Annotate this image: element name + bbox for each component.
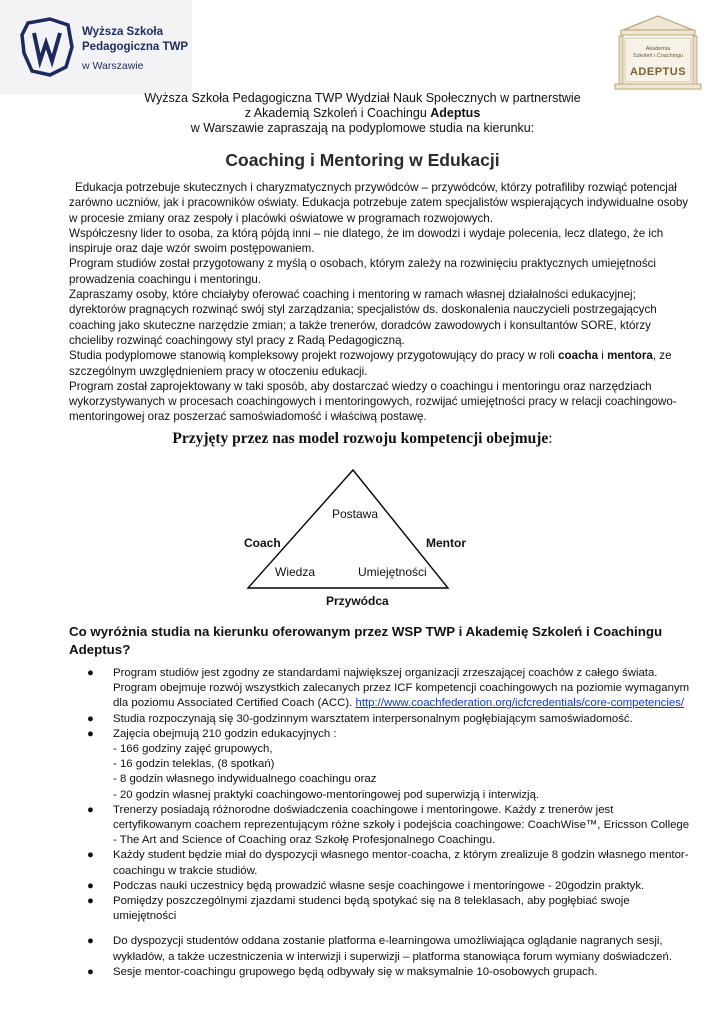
bullet-icon: ● (87, 965, 94, 978)
intro-p1: Edukacja potrzebuje skutecznych i charyzmatycznych przywódców – przywódców, którzy potrafiliby rozwiąć potencjał zarówno uczniów, jak i pracowników oświaty. Edukacja potrzebuje zatem specjalistów wspierających indywidualne osoby w procesie zmiany oraz zespoły i placówki oświatowe w programach rozwojowych. (69, 181, 689, 225)
header-line2-bold: Adeptus (430, 106, 481, 120)
wsp-twp-logo (0, 0, 192, 95)
label-postawa: Postawa (332, 507, 379, 521)
logo-left-line1: Wyższa Szkoła (82, 26, 163, 38)
label-coach: Coach (244, 536, 281, 550)
header-line1: Wyższa Szkoła Pedagogiczna TWP Wydział Nauk Społecznych w partnerstwie (144, 91, 581, 105)
label-przywodca: Przywódca (326, 594, 389, 608)
intro-text (69, 180, 689, 425)
bullet-3-head: Zajęcia obejmują 210 godzin edukacyjnych : (113, 727, 337, 740)
list-item (85, 803, 695, 849)
intro-p4: Zapraszamy osoby, które chciałyby oferować coaching i mentoring w ramach własnej działalności edukacyjnej; dyrektorów pragnących rozwinąć swój styl zarządzania; specjalistów ds. doskonalenia nauczycieli postrzegających coaching jako skuteczne narzędzie zmian; a także trenerów, doradców zawodowych i konsultantów SORE, którzy chcieliby rozwinąć coachingowy styl pracy z Radą Pedagogiczną. (69, 288, 657, 347)
bullet-icon: ● (87, 935, 94, 948)
intro-p3: Program studiów został przygotowany z myślą o osobach, którym zależy na rozwinięciu praktycznych umiejętności prowadzenia coachingu i mentoringu. (69, 257, 657, 286)
intro-paragraph (69, 180, 689, 226)
bullet-3-line3: - 8 godzin własnego indywidualnego coachingu oraz (113, 773, 377, 786)
bullet-8-text: Do dyspozycji studentów oddana zostanie platforma e-learningowa umożliwiająca oglądanie nagranych sesji, wykładów, a także uczestniczenia w interwizji i superwizji – platforma stanowiąca forum wymiany doświadczeń. (113, 935, 673, 963)
label-mentor: Mentor (426, 536, 466, 550)
bullet-icon: ● (87, 803, 94, 816)
intro-p5-e: , ze szczególnym uwzględnieniem pracy w otoczeniu edukacji. (69, 349, 672, 378)
bullet-3-line1: - 166 godziny zajęć grupowych, (113, 743, 273, 756)
bullet-icon: ● (87, 849, 94, 862)
intro-p2: Współczesny lider to osoba, za którą pójdą inni – nie dlatego, że im dowodzi i wydaje polecenia, lecz dlatego, że ich inspiruje oraz daje wzór swoim postępowaniem. (69, 226, 664, 256)
bullet-3-line4: - 20 godzin własnej praktyki coachingowo-mentoringowej pod superwizją i interwizją. (113, 788, 540, 801)
header-line2 (0, 106, 725, 121)
list-item (85, 727, 695, 803)
features-list (85, 666, 695, 980)
bullet-icon: ● (87, 727, 94, 740)
bullet-icon: ● (87, 879, 94, 892)
adeptus-logo (613, 14, 703, 90)
list-item (85, 894, 695, 924)
label-wiedza: Wiedza (275, 565, 316, 579)
bullet-icon: ● (87, 712, 94, 725)
intro-p5-coacha: coacha (558, 349, 599, 363)
header-line3: w Warszawie zapraszają na podyplomowe studia na kierunku: (190, 121, 535, 135)
list-item (85, 712, 695, 727)
logo-left-line2: Pedagogiczna TWP (82, 41, 189, 53)
logo-left-line3: w Warszawie (82, 60, 144, 72)
bullet-5-text: Każdy student będzie miał do dyspozycji własnego mentor-coacha, z którym zrealizuje 8 godzin własnego mentor-coachingu w trakcie studiów. (113, 849, 689, 877)
intro-p6: Program został zaprojektowany w taki sposób, aby dostarczać wiedzy o coachingu i mentoringu oraz narzędziach wykorzystywanych w procesach coachingowych i mentoringowych, rozwijać umiejętności pracy w relacji coachingowo-mentoringowej oraz poszerzać samoświadomość i właściwą postawę. (69, 379, 677, 424)
icf-competencies-link[interactable]: http://www.coachfederation.org/icfcredentials/core-competencies/ (355, 697, 685, 710)
intro-p5-c: i (598, 349, 608, 363)
section-heading: Co wyróżnia studia na kierunku oferowanym przez WSP TWP i Akademię Szkoleń i Coachingu Adeptus? (69, 624, 663, 657)
header-line2-text: z Akademią Szkoleń i Coachingu (244, 106, 431, 120)
bullet-icon: ● (87, 667, 94, 679)
temple-icon (613, 14, 703, 90)
bullet-3-line2: - 16 godzin teleklas, (8 spotkań) (113, 758, 275, 771)
logo-right-line1: Akademia (645, 46, 671, 52)
bullet-2-text: Studia rozpoczynają się 30-godzinnym warsztatem interpersonalnym pogłębiającym samoświadomość. (113, 712, 633, 725)
bullet-1-text: Program studiów jest zgodny ze standardami największej organizacji zrzeszającej coachów z całego świata. Program obejmuje rozwój wszystkich zalecanych przez ICF kompetencji coachingowych na poziomie wymaganym dla poziomu Associated Certified Coach (ACC). (113, 667, 690, 710)
list-item (85, 666, 695, 712)
poland-map-icon (20, 17, 75, 79)
model-heading-colon: : (548, 430, 553, 447)
label-umiejetnosci: Umiejętności (358, 565, 427, 579)
list-item (85, 848, 695, 878)
intro-p5-a: Studia podyplomowe stanowią kompleksowy projekt rozwojowy przygotowujący do pracy w roli (69, 349, 559, 363)
list-item (85, 965, 695, 980)
list-item (85, 934, 695, 964)
bullet-icon: ● (87, 895, 94, 908)
bullet-7-text: Pomiędzy poszczególnymi zjazdami studenci będą spotykać się na 8 teleklasach, aby pogłębiać swoje umiejętności (113, 895, 630, 923)
logo-right-line3: ADEPTUS (629, 66, 687, 78)
model-heading (0, 430, 725, 448)
bullet-6-text: Podczas nauki uczestnicy będą prowadzić własne sesje coachingowe i mentoringowe - 20godzin praktyk. (113, 879, 645, 892)
list-item (85, 879, 695, 894)
intro-p5-mentora: mentora (607, 349, 653, 363)
page-title: Coaching i Mentoring w Edukacji (225, 150, 500, 170)
bullet-9-text: Sesje mentor-coachingu grupowego będą odbywały się w maksymalnie 10-osobowych grupach. (113, 965, 598, 978)
bullet-4-text: Trenerzy posiadają różnorodne doświadczenia coachingowe i mentoringowe. Każdy z trenerów jest certyfikowanym coachem reprezentującym różne szkoły i podejścia coachingowe: CoachWise™, Ericsson College - The Art and Science of Coaching oraz Szkołę Profesjonalnego Coachingu. (113, 803, 690, 847)
model-heading-text: Przyjęty przez nas model rozwoju kompetencji obejmuje (172, 430, 549, 447)
intro-p5 (69, 348, 689, 379)
logo-right-line2: Szkoleń i Coachingu (632, 53, 684, 59)
